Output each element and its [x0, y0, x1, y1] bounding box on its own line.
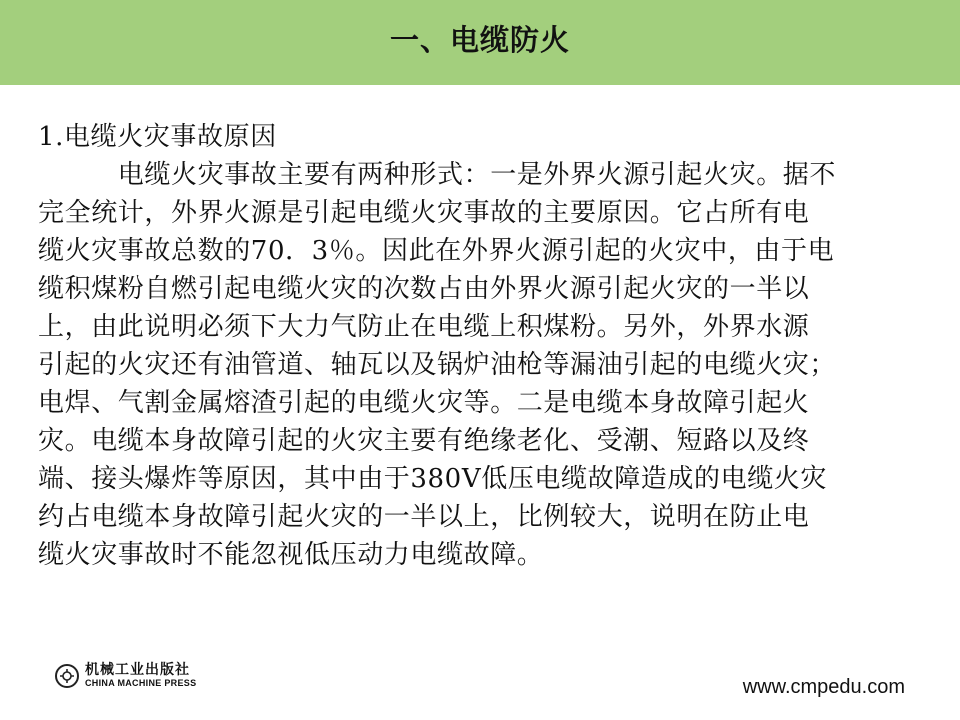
- body-line: 端、接头爆炸等原因，其中由于380V低压电缆故障造成的电缆火灾: [38, 464, 828, 494]
- slide-title: 一、电缆防火: [389, 23, 570, 57]
- body-line: 上，由此说明必须下大力气防止在电缆上积煤粉。另外，外界水源: [38, 312, 810, 342]
- body-line: 引起的火灾还有油管道、轴瓦以及锅炉油枪等漏油引起的电缆火灾；: [38, 350, 837, 380]
- body-line: 电焊、气割金属熔渣引起的电缆火灾等。二是电缆本身故障引起火: [38, 388, 810, 418]
- publisher-name-en: CHINA MACHINE PRESS: [85, 678, 197, 688]
- gear-icon: [60, 669, 74, 683]
- publisher-logo-text: [85, 663, 196, 688]
- title-bar: [0, 0, 960, 85]
- body-line: 完全统计，外界火源是引起电缆火灾事故的主要原因。它占所有电: [38, 198, 810, 228]
- publisher-logo: [55, 663, 196, 688]
- slide-content: [38, 118, 906, 574]
- publisher-name-cn: 机械工业出版社: [85, 662, 190, 678]
- body-line: 电缆火灾事故主要有两种形式：一是外界火源引起火灾。据不: [38, 160, 837, 190]
- publisher-logo-icon: [55, 664, 79, 688]
- website-url: www.cmpedu.com: [742, 676, 905, 698]
- body-line: 缆火灾事故时不能忽视低压动力电缆故障。: [38, 540, 544, 570]
- body-line: 约占电缆本身故障引起火灾的一半以上，比例较大，说明在防止电: [38, 502, 810, 532]
- body-line: 缆积煤粉自燃引起电缆火灾的次数占由外界火源引起火灾的一半以: [38, 274, 810, 304]
- body-line: 灾。电缆本身故障引起的火灾主要有绝缘老化、受潮、短路以及终: [38, 426, 810, 456]
- body-line: 缆火灾事故总数的70．3％。因此在外界火源引起的火灾中，由于电: [38, 236, 835, 266]
- section-heading: 1.电缆火灾事故原因: [38, 122, 277, 152]
